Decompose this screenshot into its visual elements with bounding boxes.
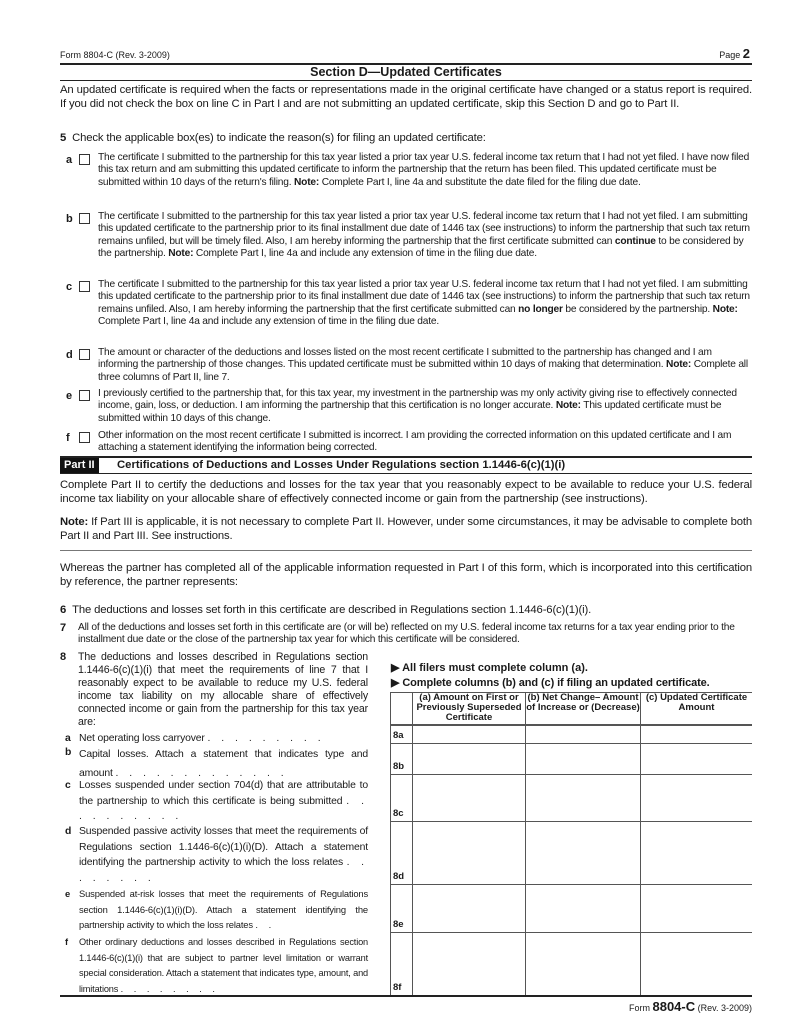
form-id: Form 8804-C (Rev. 3-2009) xyxy=(60,50,170,60)
footer-form-id: Form 8804-C (Rev. 3-2009) xyxy=(628,999,752,1014)
item-letter: a xyxy=(66,154,73,166)
line-5-text: Check the applicable box(es) to indicate the reason(s) for filing an updated certificate: xyxy=(72,132,486,144)
page-indicator xyxy=(719,46,750,61)
item-5b-text: The certificate I submitted to the partnership for this tax year listed a prior tax year U.S. federal income tax return that I had not yet filed. I am submitting this updated certificate to the partnership prior to its final installment due date of 1446 tax (see instructions) to inform the partnership that such tax return remains unfiled, but will be timely filed. Also, I am hereby informing the partnership that the first certificate submitted can continue to be considered by the partnership. Note: Complete Part I, line 4a and include any extension of time in the filing due date. xyxy=(98,211,750,259)
row-label: 8e xyxy=(391,884,413,932)
line-8b-desc: b Capital losses. Attach a statement that indicates type and amount . . . . . . . . . . . . . xyxy=(65,747,368,779)
column-header-b: (b) Net Change– Amount of Increase or (Decrease) xyxy=(526,693,641,726)
line-8f-desc: f Other ordinary deductions and losses described in Regulations section 1.1446-6(c)(1)(i) that are subject to partner level limitation or warrant special consideration. Attach a statement that indicates type, amount, and limitations . . . . . . . . xyxy=(65,937,368,994)
row-label: 8d xyxy=(391,821,413,884)
deductions-table xyxy=(390,692,752,996)
line-8e-desc: e Suspended at-risk losses that meet the requirements of Regulations section 1.1446-6(c)(1)(i)(D). Attach a statement identifying the partnership activity to which the loss relates . . xyxy=(65,888,368,930)
checkbox-5d[interactable] xyxy=(79,349,90,360)
checkbox-5b[interactable] xyxy=(79,213,90,224)
divider xyxy=(60,995,752,997)
column-header-c: (c) Updated Certificate Amount xyxy=(641,693,753,726)
item-5c-text: The certificate I submitted to the partnership for this tax year listed a prior tax year U.S. federal income tax return that I had not yet filed. I am submitting this updated certificate to the partnership prior to its final installment due date of 1446 tax (see instructions) to inform the partnership that such tax return remains unfiled. Also, I am hereby informing the partnership that the first certificate submitted can no longer be considered by the partnership. Note: Complete Part I, line 4a and include any extension of time in the filing due date. xyxy=(98,279,750,327)
part-ii-header xyxy=(60,458,752,473)
line-number: 5 xyxy=(60,132,67,144)
line-6: 6 The deductions and losses set forth in this certificate are described in Regulations section 1.1446-6(c)(1)(i). xyxy=(60,604,592,616)
input-8f-col-b[interactable] xyxy=(526,932,641,995)
item-letter: f xyxy=(66,432,70,444)
table-row xyxy=(391,932,753,995)
input-8b-col-a[interactable] xyxy=(413,743,526,774)
checkbox-5e[interactable] xyxy=(79,390,90,401)
item-letter: e xyxy=(66,390,73,402)
table-row xyxy=(391,725,753,743)
input-8b-col-b[interactable] xyxy=(526,743,641,774)
row-label: 8a xyxy=(391,725,413,743)
item-letter: c xyxy=(66,281,73,293)
input-8a-col-b[interactable] xyxy=(526,725,641,743)
item-5d-text: The amount or character of the deductions and losses listed on the most recent certificate I submitted to the partnership has changed and I am informing the partnership of those changes. This updated certificate must be submitted within 10 days of making that determination. Note: Complete all three columns of Part II, line 7. xyxy=(98,347,748,383)
row-label: 8c xyxy=(391,774,413,821)
table-header-row xyxy=(391,693,753,726)
line-8d-desc: d Suspended passive activity losses that meet the requirements of Regulations section 1.1446-6(c)(1)(i)(D). Attach a statement identifying the partnership activity to which the loss relates . . . . . . . . xyxy=(65,826,368,884)
divider xyxy=(60,80,752,81)
page-number: 2 xyxy=(742,46,750,61)
table-row xyxy=(391,743,753,774)
page-label: Page xyxy=(719,50,741,60)
checkbox-5c[interactable] xyxy=(79,281,90,292)
checkbox-5a[interactable] xyxy=(79,154,90,165)
input-8b-col-c[interactable] xyxy=(641,743,753,774)
item-5f-text: Other information on the most recent certificate I submitted is incorrect. I am providing the corrected information on this updated certificate and I am attaching a statement identifying the information being corrected. xyxy=(98,430,732,454)
whereas-statement: Whereas the partner has completed all of the applicable information requested in Part I of this form, which is incorporated into this certification by reference, the partner represents: xyxy=(60,562,752,588)
line-number: 8 xyxy=(60,651,67,663)
line-8a-desc: a Net operating loss carryover . . . . . . . . . xyxy=(65,733,325,744)
input-8a-col-c[interactable] xyxy=(641,725,753,743)
checkbox-5f[interactable] xyxy=(79,432,90,443)
input-8f-col-c[interactable] xyxy=(641,932,753,995)
input-8d-col-b[interactable] xyxy=(526,821,641,884)
line-8-text: The deductions and losses described in Regulations section 1.1446-6(c)(1)(i) that meet the requirements of line 7 that I reasonably expect to be available to reduce my U.S. federal income tax liability on my allocable share of effectively connected income or gain from the partnership for this tax year are: xyxy=(78,651,368,728)
part-ii-tag: Part II xyxy=(60,458,99,473)
item-5a-text: The certificate I submitted to the partnership for this tax year listed a prior tax year U.S. federal income tax return that I had not yet filed. I have now filed this tax return and am submitting this updated certificate to inform the partnership that the return has been filed. This updated certificate must be submitted within 10 days of the return's filing. Note: Complete Part I, line 4a and substitute the date filed for the filing due date. xyxy=(98,152,750,188)
column-header-a: (a) Amount on First or Previously Superseded Certificate xyxy=(413,693,526,726)
part-ii-title: Certifications of Deductions and Losses Under Regulations section 1.1446-6(c)(1)(i) xyxy=(117,459,566,471)
line-number: 7 xyxy=(60,622,67,634)
instruction-updated: ▶ Complete columns (b) and (c) if filing an updated certificate. xyxy=(391,677,710,689)
line-7-text: All of the deductions and losses set forth in this certificate are (or will be) reflected on my U.S. federal income tax returns for a tax year ending prior to the installment due date or the close of the partnership tax year for which this certificate will be considered. xyxy=(78,622,735,646)
table-row xyxy=(391,821,753,884)
input-8d-col-c[interactable] xyxy=(641,821,753,884)
input-8d-col-a[interactable] xyxy=(413,821,526,884)
row-label: 8f xyxy=(391,932,413,995)
table-row xyxy=(391,774,753,821)
row-label: 8b xyxy=(391,743,413,774)
item-letter: b xyxy=(66,213,73,225)
input-8f-col-a[interactable] xyxy=(413,932,526,995)
table-row xyxy=(391,884,753,932)
divider xyxy=(60,473,752,474)
input-8c-col-a[interactable] xyxy=(413,774,526,821)
divider xyxy=(60,550,752,551)
input-8a-col-a[interactable] xyxy=(413,725,526,743)
instruction-all-filers: ▶ All filers must complete column (a). xyxy=(391,662,588,674)
input-8e-col-c[interactable] xyxy=(641,884,753,932)
line-5 xyxy=(60,132,486,146)
line-8c-desc: c Losses suspended under section 704(d) that are attributable to the partnership to which this certificate is being submitted . . . . . . . . . . xyxy=(65,780,368,822)
item-5e-text: I previously certified to the partnership that, for this tax year, my investment in the partnership was my only activity giving rise to effectively connected income, gain, loss, or deduction. I am informing the partnership that this certification is no longer accurate. Note: This updated certificate must be submitted within 10 days of this change. xyxy=(98,388,737,424)
item-letter: d xyxy=(66,349,73,361)
input-8c-col-c[interactable] xyxy=(641,774,753,821)
section-d-title: Section D—Updated Certificates xyxy=(310,65,502,79)
part-ii-intro: Complete Part II to certify the deductions and losses for the tax year that you reasonably expect to be available to reduce your U.S. federal income tax liability on your allocable share of effectively connected income or gain from the partnership (see instructions). xyxy=(60,479,752,505)
input-8e-col-a[interactable] xyxy=(413,884,526,932)
section-d-intro: An updated certificate is required when the facts or representations made in the original certificate have changed or a status report is required. If you did not check the box on line C in Part I and are not submitting an updated certificate, skip this Section D and go to Part II. xyxy=(60,84,752,110)
input-8c-col-b[interactable] xyxy=(526,774,641,821)
input-8e-col-b[interactable] xyxy=(526,884,641,932)
part-ii-note: Note: If Part III is applicable, it is not necessary to complete Part II. However, under some circumstances, it may be advisable to complete both Part II and Part III. See instructions. xyxy=(60,516,752,542)
